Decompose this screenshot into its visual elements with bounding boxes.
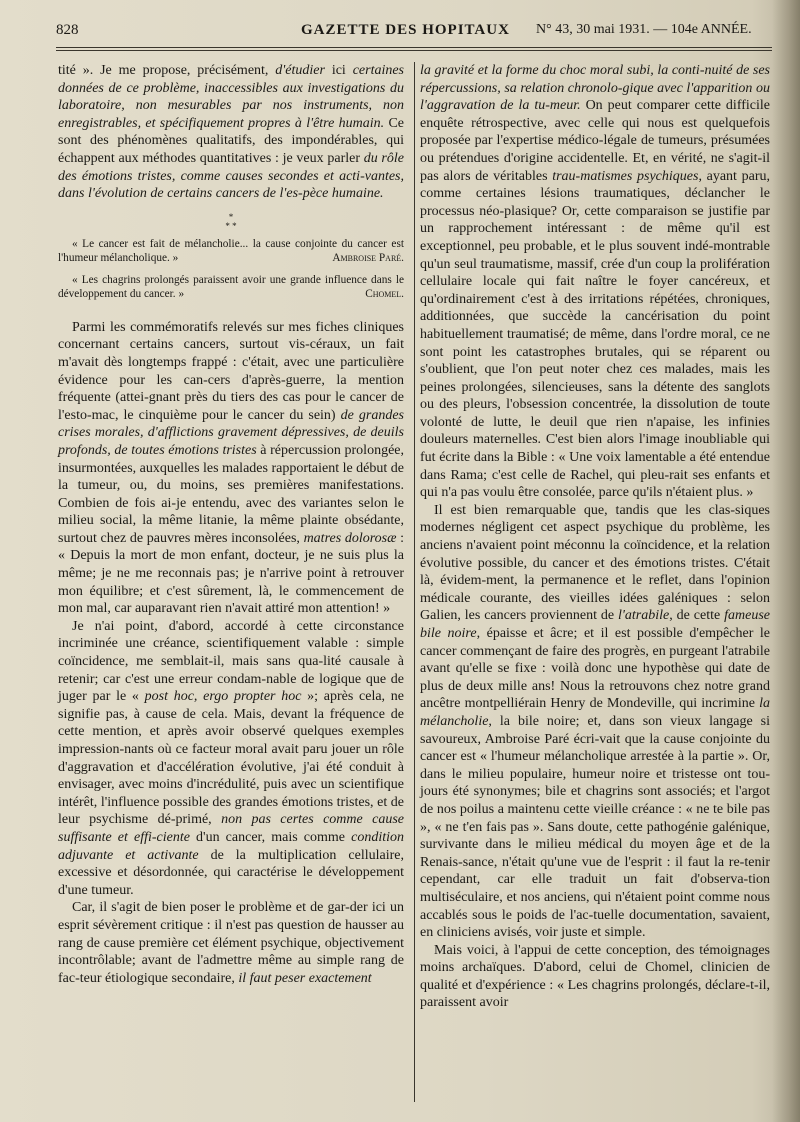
- paragraph: [58, 62, 404, 203]
- italic-run: certaines données de ce problème, inaccessibles aux investigations du laboratoire, non mesurables par nos instruments, non enregistrables, et spécifiquement propres à l'être humain.: [58, 63, 405, 131]
- italic-run: trau-matismes psychiques: [552, 168, 699, 184]
- paragraph: [58, 319, 404, 618]
- text-run: Parmi les commémoratifs relevés sur mes fiches cliniques concernant certains cancers, surtout vis-céraux, un fait m'avait dès longtemps frappé : c'était, avec une particulière évidence pour les can-cers d'après-guerre, la mention fréquente (attei-gnant près du tiers des cas pour le cancer de l'esto-mac, le cinquième pour le cancer du sein): [58, 319, 404, 423]
- paragraph: [58, 618, 404, 900]
- page-edge-shadow: [772, 0, 800, 1122]
- text-run: de la multiplication cellulaire, excessive et désordonnée, qui caractérise le développement d'une tumeur.: [58, 847, 404, 898]
- italic-run: de grandes crises morales, d'afflictions gravement dépressives, de deuils profonds, de toutes émotions tristes: [58, 407, 404, 458]
- italic-run: la gravité et la forme du choc moral subi, la conti-nuité de ses répercussions, sa relation chronolo-gique avec l'apparition ou l'aggravation de la tu-meur.: [420, 63, 770, 114]
- italic-run: condition adjuvante et activante: [58, 829, 404, 863]
- epigraph-author: Ambroise Paré.: [332, 251, 404, 264]
- epigraph-text: « Les chagrins prolongés paraissent avoir une grande influence dans le développement du cancer. »: [58, 273, 404, 300]
- text-run: Ce sont des phénomènes qualitatifs, des impondérables, qui échappent aux méthodes quantitatives : je veux parler: [58, 115, 404, 166]
- asterism-top: *: [228, 211, 234, 222]
- epigraph-quote: [58, 237, 404, 265]
- right-column: [420, 62, 770, 1012]
- header-rule-double: [56, 50, 772, 51]
- paragraph: [420, 62, 770, 502]
- column-divider: [414, 62, 415, 1102]
- italic-run: matres dolorosæ: [303, 530, 397, 546]
- epigraph-text: « Le cancer est fait de mélancholie... la cause conjointe du cancer est l'humeur mélancholique. »: [58, 237, 404, 264]
- text-run: »; après cela, ne signifie pas, à cause de cela. Mais, devant la fréquence de cette mention, et après avoir observé quelques exemples impression-nants où ce facteur moral avait paru jouer un rôle d'aggravation et d'accélération évolutive, j'ai été conduit à envisager, avec moins d'incrédulité, puis avec un scientifique intérêt, l'influence possible des grandes émotions tristes, et de leur psychisme dé-primé,: [58, 689, 404, 828]
- text-run: Je n'ai point, d'abord, accordé à cette circonstance incriminée une créance, scientifiquement valable : simple coïncidence, me semblait-il, mais sans qua-lité causale à retenir; car c'est une erreur condam-nable de logique que de juger par le «: [58, 618, 404, 705]
- italic-run: fameuse bile noire: [420, 608, 770, 641]
- text-run: , épaisse et âcre; et il est possible d'empêcher le cancer commençant de faire des progrès, en purgeant l'atrabile avant qu'elle se fixe : voilà donc une hypothèse qui date de plus de deux mille ans! Nous la retrouvons chez notre grand ancêtre montpelliérain Henry de Mondeville, qui incrimine: [420, 626, 770, 712]
- text-run: Il est bien remarquable que, tandis que les clas-siques modernes négligent cet aspect psychique du problème, les anciens n'avaient point méconnu la coïncidence, et la relation évolutive possible, du cancer et des émotions tristes. C'était là, évidem-ment, la permanence et le reflet, dans l'opinion médicale courante, des vieilles idées galéniques : selon Galien, les cancers proviennent de: [420, 502, 770, 624]
- italic-run: post hoc, ergo propter hoc: [144, 689, 302, 705]
- text-run: d'un cancer, mais comme: [189, 829, 352, 845]
- page-number: 828: [56, 22, 79, 38]
- paragraph: [420, 942, 770, 1012]
- italic-run: l'atrabile: [618, 608, 670, 624]
- epigraph-quote: [58, 273, 404, 301]
- text-run: à répercussion prolongée, insurmontées, auxquelles les malades rapportaient le début de la tumeur, ou, du moins, ses premières manifestations. Combien de fois ai-je entendu, avec des variantes selon le milieu social, la même litanie, la même plainte obsédante, surtout chez de pauvres mères inconsolées,: [58, 442, 405, 546]
- text-run: Mais voici, à l'appui de cette conception, des témoignages moins archaïques. D'abord, celui de Chomel, clinicien de qualité et d'expérience : « Les chagrins prolongés, déclare-t-il, paraissent avoir: [420, 942, 770, 1011]
- spacer: [58, 301, 404, 319]
- journal-title: GAZETTE DES HOPITAUX: [301, 22, 510, 38]
- text-run: On peut comparer cette difficile enquête rétrospective, avec celle qui nous est quelquefois proposée par l'expertise médico-légale de tumeurs, présumées ou prétendues d'origine accidentelle. Et, en vérité, ne s'agit-il pas alors de véritables: [420, 98, 770, 184]
- issue-info: N° 43, 30 mai 1931. — 104e ANNÉE.: [536, 22, 752, 37]
- paragraph: [420, 502, 770, 942]
- text-run: Car, il s'agit de bien poser le problème et de gar-der ici un esprit sévèrement critique : il n'est pas question de hausser au rang de cause première cet élément psychique, objectivement incontrôlable; avant de l'admettre même au simple rang de fac-teur étiologique secondaire,: [58, 900, 404, 986]
- left-column: [58, 62, 404, 987]
- text-run: ici: [324, 63, 353, 78]
- text-run: : « Depuis la mort de mon enfant, docteur, je ne suis plus la même; je ne me reconnais pas; je n'arrive point à retrouver mon équilibre; et c'est sûrement, là, le commencement de mon mal, car auparavant rien n'avait attiré mon attention! »: [58, 530, 404, 617]
- italic-run: du rôle des émotions tristes, comme causes secondes et acti-vantes, dans l'évolution de certains cancers de l'es-pèce humaine.: [58, 150, 404, 202]
- paragraph: [58, 899, 404, 987]
- italic-run: il faut peser exactement: [238, 970, 372, 986]
- epigraph-author: Chomel.: [365, 287, 404, 300]
- asterism-bottom: * *: [225, 220, 237, 231]
- italic-run: non pas certes comme cause suffisante et effi-ciente: [58, 812, 404, 845]
- text-run: , la bile noire; et, dans son vieux langage si savoureux, Ambroise Paré écri-vait que la cause conjointe du cancer est « l'humeur mélancholique arrestée à la partie ». Or, dans le milieu populaire, humeur noire et tristesse ont tou-jours été synonymes; bile et chagrins sont associés; et l'argot de nos poilus a maintenu cette vieille créance : « ne te bile pas », « ne t'en fais pas ». Sans doute, cette pathogénie galénique, survivante dans le milieu médical du moyen âge et de la Renais-sance, n'était qu'une vue de l'esprit : il faut la re-tenir cependant, car elle traduit un fait d'observa-tion multiséculaire, et nos anciens, qui n'étaient point comme nous accablés sous le poids de l'ac-tuelle documentation, savaient, en cliniciens avisés, voir juste et simple.: [420, 713, 770, 941]
- section-separator: [58, 213, 404, 231]
- italic-run: la mélancholie: [420, 696, 770, 729]
- header-rule: [56, 47, 772, 48]
- page-header: [56, 22, 772, 46]
- text-run: , ayant paru, comme certaines lésions traumatiques, déclancher le processus néo-plasique? Or, cette comparaison se justifie par un rapprochement intéressant : de même qu'il est exceptionnel, peu probable, et le plus souvent indé-montrable qu'un seul traumatisme, massif, crée d'un coup la prolifération cellulaire locale qui fait naître le foyer cancéreux, et qu'ordinairement c'est à des irritations répétées, chroniques, additionnées, que succède la cancérisation du point habituellement traumatisé; de même, dans l'ordre moral, ce ne sont point les catastrophes brutales, qui se réparent ou s'oublient, que l'on peut noter chez ces malades, mais les peines prolongées, silencieuses, sans la détente des sanglots ou des pleurs, l'obsession concentrée, la dissolution de toute volonté de lutte, le deuil que rien n'apaise, les infinies douleurs maternelles. C'est bien alors l'image inoubliable qui fut écrite dans la Bible : « Une voix lamentable a été entendue dans Rama; c'est celle de Rachel, qui pleu-rait ses enfants et qui n'a pas voulu être consolée, parce qu'ils n'étaient plus. »: [420, 168, 770, 501]
- italic-run: d'étudier: [275, 63, 325, 78]
- text-run: , de cette: [669, 608, 725, 624]
- text-run: tité ». Je me propose, précisément,: [58, 63, 276, 78]
